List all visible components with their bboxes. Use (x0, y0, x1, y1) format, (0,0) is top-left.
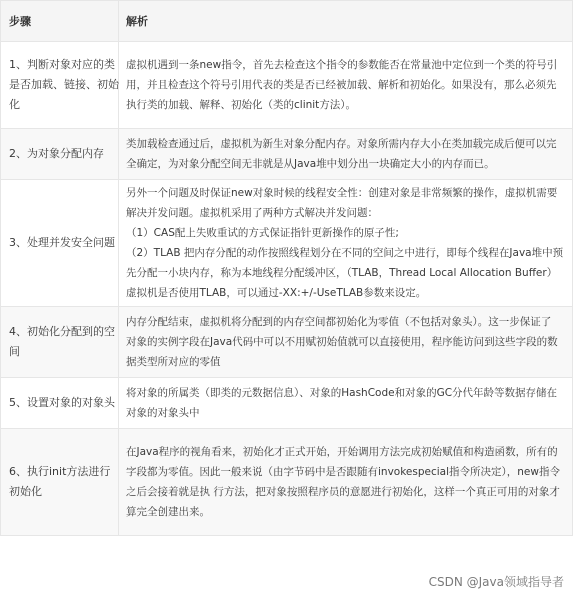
step-cell (1, 180, 119, 306)
description-text-line: （1）CAS配上失败重试的方式保证指针更新操作的原子性; (126, 227, 399, 239)
step-cell (1, 378, 119, 428)
step-text-line: 2、为对象分配内存 (9, 147, 104, 160)
description-cell (119, 42, 573, 128)
step-cell (1, 429, 119, 535)
header-analysis: 解析 (119, 1, 573, 41)
step-text-line: 5、设置对象的对象头 (9, 396, 115, 409)
step-text-line: 3、处理并发安全问题 (9, 236, 115, 249)
description-text-line: 将对象的所属类（即类的元数据信息）、对象的HashCode和对象的GC分代年龄等数据存储在 (126, 387, 558, 399)
description-text-line: 对象的对象头中 (126, 407, 200, 419)
step-text-line: 是否加载、链接、初始 (9, 78, 119, 91)
header-step: 步骤 (1, 1, 119, 41)
description-text-line: 在Java程序的视角看来，初始化才正式开始，开始调用方法完成初始赋值和构造函数，所有的 (126, 446, 558, 458)
description-cell (119, 307, 573, 377)
description-text-line: 全确定，为对象分配空间无非就是从Java堆中划分出一块确定大小的内存而已。 (126, 158, 495, 170)
description-text-line: 用，并且检查这个符号引用代表的类是否已经被加载、解析和初始化。如果没有，那么必须先 (126, 79, 557, 91)
description-cell (119, 378, 573, 428)
table-row (1, 307, 573, 378)
step-text-line: 1、判断对象对应的类 (9, 58, 115, 71)
step-text-line: 化 (9, 98, 20, 111)
description-text-line: 虚拟机遇到一条new指令，首先去检查这个指令的参数能否在常量池中定位到一个类的符号引 (126, 59, 558, 71)
description-text-line: 先分配一小块内存，称为本地线程分配缓冲区，（TLAB，Thread Local Allocation Buffer） (126, 267, 558, 279)
description-text-line: 对象的实例字段在Java代码中可以不用赋初始值就可以直接使用，程序能访问到这些字段的数 (126, 336, 558, 348)
description-text-line: 内存分配结束，虚拟机将分配到的内存空间都初始化为零值（不包括对象头）。这一步保证了 (126, 316, 552, 328)
description-text-line: 算完全创建出来。 (126, 506, 210, 518)
csdn-watermark: CSDN @Java领域指导者 (428, 575, 564, 589)
step-cell (1, 42, 119, 128)
description-text-line: 字段都为零值。因此一般来说（由字节码中是否跟随有invokespecial指令所决定），new指令 (126, 466, 560, 478)
step-text-line: 间 (9, 345, 20, 358)
description-text-line: 另外一个问题及时保证new对象时候的线程安全性：创建对象是非常频繁的操作，虚拟机需要 (126, 187, 558, 199)
step-cell (1, 129, 119, 179)
description-text-line: 之后会接着就是执 行方法，把对象按照程序员的意愿进行初始化，这样一个真正可用的对象才 (126, 486, 560, 498)
description-text-line: 执行类的加载、解释、初始化（类的clinit方法）。 (126, 99, 357, 111)
table-row (1, 429, 573, 536)
step-cell (1, 307, 119, 377)
step-text-line: 4、初始化分配到的空 (9, 325, 115, 338)
table-row (1, 378, 573, 429)
table-header-row (1, 1, 573, 42)
table-row (1, 129, 573, 180)
description-text-line: 解决并发问题。虚拟机采用了两种方式解决并发问题： (126, 207, 378, 219)
description-cell (119, 129, 573, 179)
description-text-line: 类加载检查通过后，虚拟机为新生对象分配内存。对象所需内存大小在类加载完成后便可以完 (126, 138, 557, 150)
description-text-line: 虚拟机是否使用TLAB，可以通过-XX:+/-UseTLAB参数来设定。 (126, 287, 427, 299)
table-row (1, 42, 573, 129)
description-cell (119, 429, 573, 535)
step-text-line: 初始化 (9, 485, 42, 498)
description-text-line: 据类型所对应的零值 (126, 356, 221, 368)
table-row (1, 180, 573, 307)
step-text-line: 6、执行init方法进行 (9, 465, 111, 478)
description-cell (119, 180, 573, 306)
description-text-line: （2）TLAB 把内存分配的动作按照线程划分在不同的空间之中进行，即每个线程在Java堆中预 (126, 247, 564, 259)
